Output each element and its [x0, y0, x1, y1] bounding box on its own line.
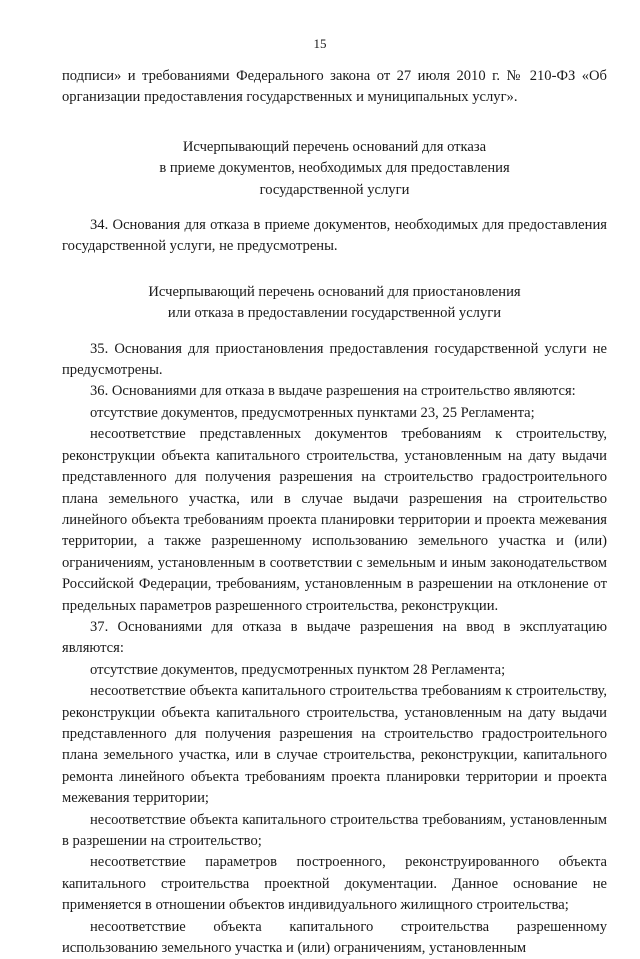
paragraph-36-item: отсутствие документов, предусмотренных пунктами 23, 25 Регламента;: [90, 404, 535, 421]
section-heading-refusal: [62, 137, 607, 201]
intro-paragraph: подписи» и требованиями Федерального закона от 27 июля 2010 г. № 210-ФЗ «Об организации предоставления государственных и муниципальных услуг».: [62, 68, 607, 106]
heading-line: государственной услуги: [259, 181, 410, 198]
paragraph-37-item: несоответствие объекта капитального строительства требованиям к строительству, реконструкции объекта капитального строительства, установленным на дату выдачи представленного для получения разрешения на строительство градостроительного плана земельного участка, или в случае строительства, реконструкции, капитального ремонта линейного объекта требованиям проекта планировки территории и проекта межевания территории;: [62, 683, 607, 807]
heading-line: в приеме документов, необходимых для предоставления: [159, 160, 510, 177]
heading-line: Исчерпывающий перечень оснований для отказа: [182, 138, 487, 155]
paragraph-37-item: несоответствие параметров построенного, реконструированного объекта капитального строительства проектной документации. Данное основание не применяется в отношении объектов индивидуального жилищного строительства;: [62, 854, 607, 914]
page-number: 15: [313, 36, 327, 51]
paragraph-35: 35. Основания для приостановления предоставления государственной услуги не предусмотрены.: [62, 340, 607, 379]
section-heading-suspension: [62, 282, 607, 325]
paragraph-37-item: отсутствие документов, предусмотренных пунктом 28 Регламента;: [90, 661, 506, 678]
document-body: [62, 66, 607, 959]
heading-line: или отказа в предоставлении государственной услуги: [167, 305, 502, 322]
paragraph-36: 36. Основаниями для отказа в выдаче разрешения на строительство являются:: [90, 383, 576, 400]
paragraph-37: 37. Основаниями для отказа в выдаче разрешения на ввод в эксплуатацию являются:: [62, 618, 607, 657]
paragraph-34: 34. Основания для отказа в приеме документов, необходимых для предоставления государственной услуги, не предусмотрены.: [62, 217, 607, 255]
heading-line: Исчерпывающий перечень оснований для приостановления: [148, 283, 521, 300]
paragraph-36-item: несоответствие представленных документов требованиям к строительству, реконструкции объекта капитального строительства, установленным на дату выдачи представленного для получения разрешения на строительство градостроительного плана земельного участка, или в случае выдачи разрешения на строительство линейного объекта требованиям проекта планировки территории и проекта межевания территории, а также разрешенному использованию земельного участка и (или) ограничениям, установленным в соответствии с земельным и иным законодательством Российской Федерации, требованиям, установленным в разрешении на отклонение от предельных параметров разрешенного строительства, реконструкции.: [62, 426, 607, 614]
paragraph-37-item: несоответствие объекта капитального строительства разрешенному использованию земельного участка и (или) ограничениям, установленным: [62, 918, 607, 957]
paragraph-37-item: несоответствие объекта капитального строительства требованиям, установленным в разрешении на строительство;: [62, 811, 607, 849]
